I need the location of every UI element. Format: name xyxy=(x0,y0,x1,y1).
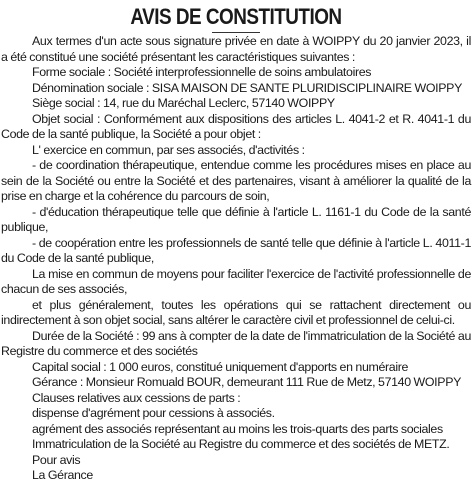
paragraph-transfer-clauses: Clauses relatives aux cessions de parts : xyxy=(32,390,241,405)
paragraph-approval-exemption: dispense d'agrément pour cessions à associés. xyxy=(32,406,275,420)
title-divider xyxy=(212,32,260,33)
paragraph-approval-majority: agrément des associés représentant au moins les trois-quarts des parts sociales xyxy=(32,421,443,436)
paragraph-joint-exercise: L' exercice en commun, par ses associés, d'activités : xyxy=(32,142,305,157)
paragraph-therapeutic-coordination: - de coordination thérapeutique, entendue comme les procédures mises en place au sein de la Société ou entre la Société et des partenaires, visant à améliorer la qualité de la prise en charge et la cohérence du parcours de soin, xyxy=(1,158,471,203)
paragraph-cooperation: - de coopération entre les professionnels de santé telle que définie à l'article L. 4011-1 du Code de la santé publique, xyxy=(1,235,471,265)
paragraph-signatory: La Gérance xyxy=(32,468,93,482)
paragraph-management: Gérance : Monsieur Romuald BOUR, demeurant 111 Rue de Metz, 57140 WOIPPY xyxy=(32,375,462,389)
paragraph-share-capital: Capital social : 1 000 euros, constitué uniquement d'apports en numéraire xyxy=(32,359,409,374)
paragraph-registered-office: Siège social : 14, rue du Maréchal Leclerc, 57140 WOIPPY xyxy=(32,96,335,110)
paragraph-duration: Durée de la Société : 99 ans à compter de la date de l'immatriculation de la Société au Registre du commerce et des sociétés xyxy=(1,328,471,358)
paragraph-general-operations: et plus généralement, toutes les opérations qui se rattachent directement ou indirectement à son objet social, sans altérer le caractère civil et professionnel de celui-ci. xyxy=(1,297,471,327)
paragraph-legal-form: Forme sociale : Société interprofessionnelle de soins ambulatoires xyxy=(32,65,372,79)
paragraph-company-name: Dénomination sociale : SISA MAISON DE SANTE PLURIDISCIPLINAIRE WOIPPY xyxy=(32,80,462,95)
notice-body xyxy=(1,34,471,484)
paragraph-therapeutic-education: - d'éducation thérapeutique telle que définie à l'article L. 1161-1 du Code de la santé publique, xyxy=(1,204,471,234)
paragraph-corporate-purpose: Objet social : Conformément aux dispositions des articles L. 4041-2 et R. 4041-1 du Code de la santé publique, la Société a pour objet : xyxy=(1,111,471,141)
notice-title: AVIS DE CONSTITUTION xyxy=(130,4,342,29)
paragraph-pooling-resources: La mise en commun de moyens pour faciliter l'exercice de l'activité professionnelle de chacun de ses associés, xyxy=(1,266,471,296)
paragraph-registration: Immatriculation de la Société au Registre du commerce et des sociétés de METZ. xyxy=(32,437,450,451)
paragraph-pour-avis: Pour avis xyxy=(32,452,81,467)
paragraph-intro: Aux termes d'un acte sous signature privée en date à WOIPPY du 20 janvier 2023, il a été constitué une société présentant les caractéristiques suivantes : xyxy=(1,34,471,64)
